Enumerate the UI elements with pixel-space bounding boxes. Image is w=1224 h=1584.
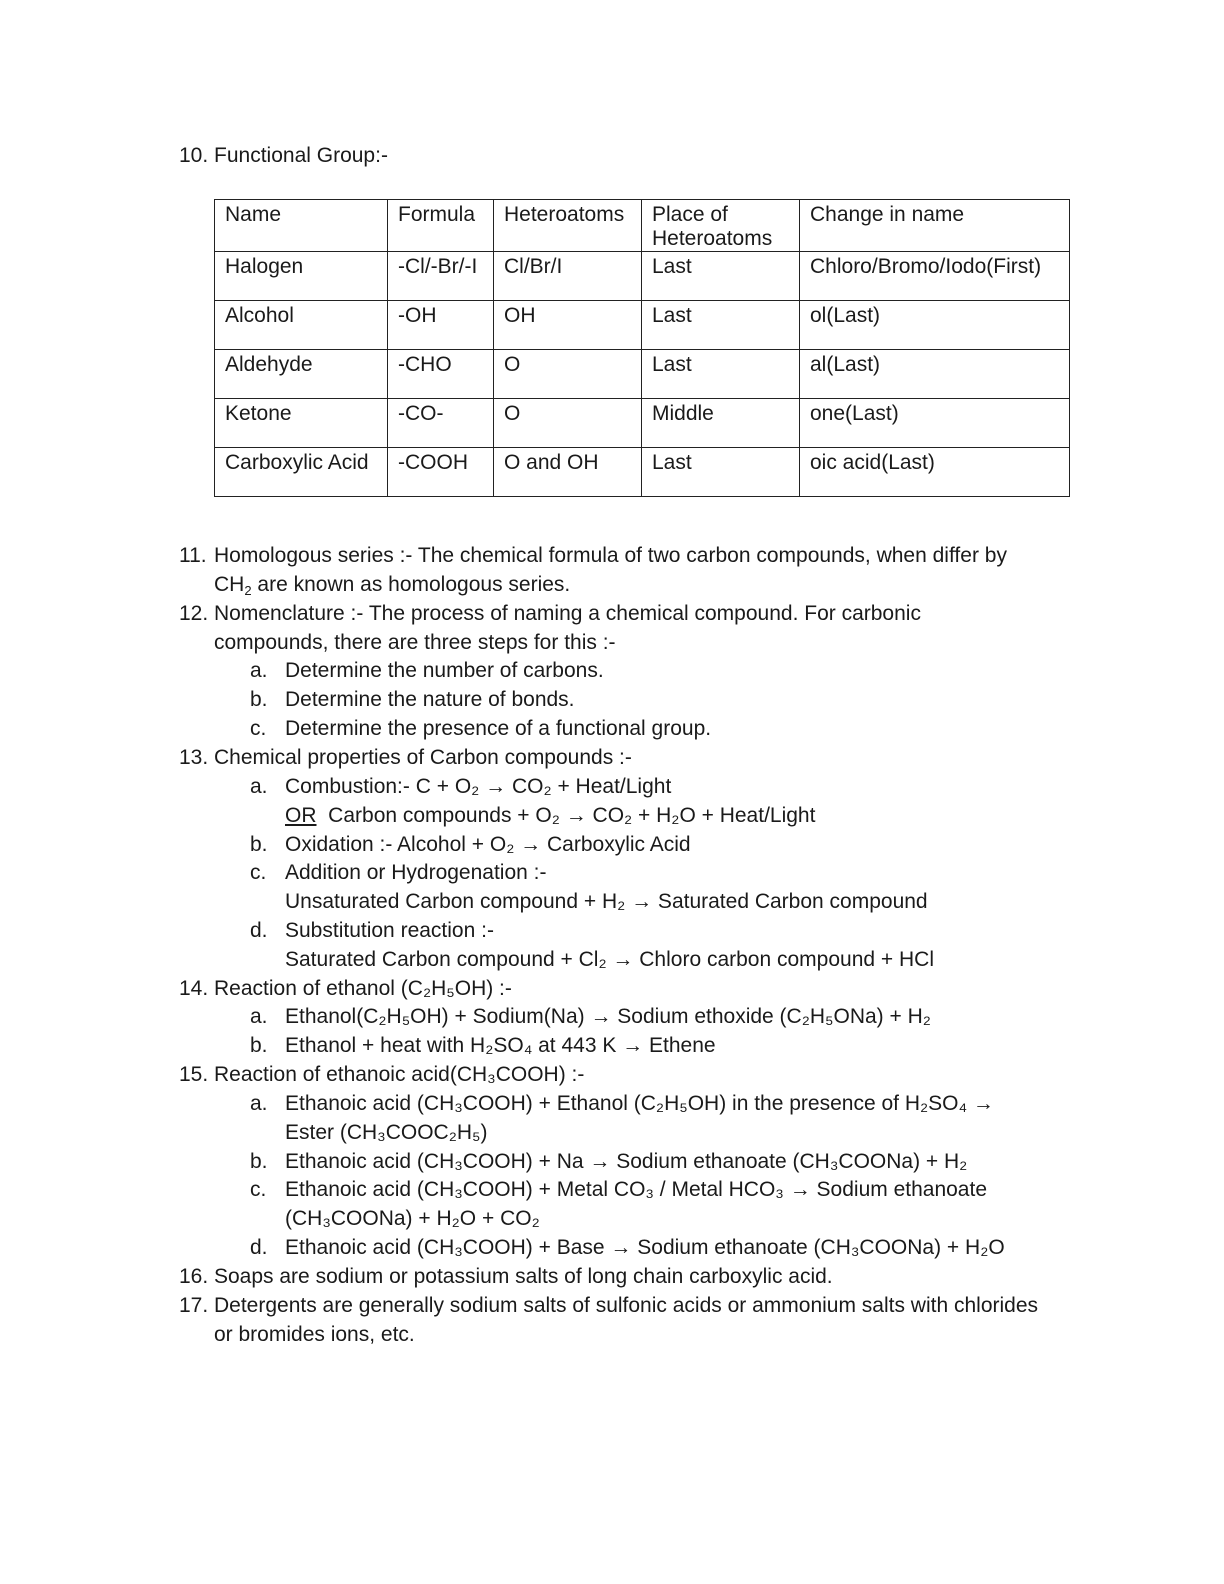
item-12b-label: b. <box>250 688 268 711</box>
subscript: 2 <box>244 583 252 598</box>
cell-place: Last <box>642 350 800 399</box>
cell-heteroatoms: Cl/Br/I <box>494 252 642 301</box>
item-11-number: 11. <box>179 544 207 567</box>
item-16-text: Soaps are sodium or potassium salts of long chain carboxylic acid. <box>214 1265 833 1288</box>
table-row <box>215 350 1070 399</box>
item-17-text-cont: or bromides ions, etc. <box>214 1323 415 1346</box>
item-13a-label: a. <box>250 775 268 798</box>
cell-name: Halogen <box>215 252 388 301</box>
item-17-text: Detergents are generally sodium salts of sulfonic acids or ammonium salts with chlorides <box>214 1294 1039 1317</box>
item-11-text: Homologous series :- The chemical formula of two carbon compounds, when differ by <box>214 544 1007 567</box>
cell-name: Alcohol <box>215 301 388 350</box>
cell-name: Aldehyde <box>215 350 388 399</box>
item-15c-text: Ethanoic acid (CH₃COOH) + Metal CO₃ / Metal HCO₃ → Sodium ethanoate <box>285 1178 987 1201</box>
item-15b-label: b. <box>250 1150 268 1173</box>
cell-change: oic acid(Last) <box>800 448 1070 497</box>
item-15a-label: a. <box>250 1092 268 1115</box>
header-heteroatoms: Heteroatoms <box>494 200 642 252</box>
item-13-number: 13. <box>179 746 209 769</box>
item-15c-text2: (CH₃COONa) + H₂O + CO₂ <box>285 1207 540 1230</box>
item-14b-text: Ethanol + heat with H₂SO₄ at 443 K → Ethene <box>285 1034 716 1057</box>
item-13c-label: c. <box>250 861 267 884</box>
header-change: Change in name <box>800 200 1070 252</box>
item-15-number: 15. <box>179 1063 209 1086</box>
item-12a-text: Determine the number of carbons. <box>285 659 604 682</box>
item-13a-or-line <box>285 801 815 830</box>
item-12-text: Nomenclature :- The process of naming a chemical compound. For carbonic <box>214 602 921 625</box>
cell-name: Ketone <box>215 399 388 448</box>
item-13a-text: Combustion:- C + O₂ → CO₂ + Heat/Light <box>285 775 672 798</box>
item-13d-text2: Saturated Carbon compound + Cl₂ → Chloro carbon compound + HCl <box>285 948 935 971</box>
table-row <box>215 301 1070 350</box>
item-17-number: 17. <box>179 1294 209 1317</box>
item-15b-text: Ethanoic acid (CH₃COOH) + Na → Sodium ethanoate (CH₃COONa) + H₂ <box>285 1150 968 1173</box>
cell-change: al(Last) <box>800 350 1070 399</box>
cell-formula: -CHO <box>388 350 494 399</box>
or-label: OR <box>285 804 317 827</box>
item-13b-text: Oxidation :- Alcohol + O₂ → Carboxylic Acid <box>285 833 691 856</box>
header-place <box>642 200 800 252</box>
item-14b-label: b. <box>250 1034 268 1057</box>
cell-heteroatoms: O and OH <box>494 448 642 497</box>
table-row <box>215 399 1070 448</box>
item-14a-text: Ethanol(C₂H₅OH) + Sodium(Na) → Sodium ethoxide (C₂H₅ONa) + H₂ <box>285 1005 931 1028</box>
header-place-text: Place of Heteroatoms <box>652 203 773 250</box>
header-formula: Formula <box>388 200 494 252</box>
item-14a-label: a. <box>250 1005 268 1028</box>
item-13d-label: d. <box>250 919 268 942</box>
item-13b-label: b. <box>250 833 268 856</box>
cell-place: Last <box>642 448 800 497</box>
item-11-rest: are known as homologous series. <box>251 573 571 596</box>
cell-place: Last <box>642 301 800 350</box>
item-12c-text: Determine the presence of a functional group. <box>285 717 712 740</box>
item-13d-text: Substitution reaction :- <box>285 919 494 942</box>
table-header-row <box>215 200 1070 252</box>
cell-change: ol(Last) <box>800 301 1070 350</box>
cell-formula: -CO- <box>388 399 494 448</box>
item-12-number: 12. <box>179 602 209 625</box>
item-13c-text: Addition or Hydrogenation :- <box>285 861 547 884</box>
item-13a-text2: Carbon compounds + O₂ → CO₂ + H₂O + Heat/Light <box>328 804 816 827</box>
cell-change: Chloro/Bromo/Iodo(First) <box>800 252 1070 301</box>
header-name: Name <box>215 200 388 252</box>
table-row <box>215 448 1070 497</box>
item-13c-text2: Unsaturated Carbon compound + H₂ → Saturated Carbon compound <box>285 890 928 913</box>
cell-heteroatoms: OH <box>494 301 642 350</box>
item-15a-text: Ethanoic acid (CH₃COOH) + Ethanol (C₂H₅OH) in the presence of H₂SO₄ → <box>285 1092 994 1115</box>
item-12c-label: c. <box>250 717 267 740</box>
cell-heteroatoms: O <box>494 350 642 399</box>
item-13-title: Chemical properties of Carbon compounds :- <box>214 746 632 769</box>
cell-place: Last <box>642 252 800 301</box>
section-10-heading: 10. Functional Group:- <box>179 144 388 167</box>
item-15-title: Reaction of ethanoic acid(CH₃COOH) :- <box>214 1063 585 1086</box>
item-14-number: 14. <box>179 977 209 1000</box>
cell-name: Carboxylic Acid <box>215 448 388 497</box>
cell-formula: -OH <box>388 301 494 350</box>
item-15a-text2: Ester (CH₃COOC₂H₅) <box>285 1121 488 1144</box>
item-16-number: 16. <box>179 1265 209 1288</box>
ch-formula: CH <box>214 573 245 596</box>
functional-group-table <box>214 199 1070 497</box>
item-15d-text: Ethanoic acid (CH₃COOH) + Base → Sodium ethanoate (CH₃COONa) + H₂O <box>285 1236 1005 1259</box>
item-14-title: Reaction of ethanol (C₂H₅OH) :- <box>214 977 512 1000</box>
table-row <box>215 252 1070 301</box>
item-12b-text: Determine the nature of bonds. <box>285 688 575 711</box>
item-12-text-cont: compounds, there are three steps for this :- <box>214 631 616 654</box>
cell-change: one(Last) <box>800 399 1070 448</box>
item-15d-label: d. <box>250 1236 268 1259</box>
cell-formula: -Cl/-Br/-I <box>388 252 494 301</box>
cell-heteroatoms: O <box>494 399 642 448</box>
cell-formula: -COOH <box>388 448 494 497</box>
cell-place: Middle <box>642 399 800 448</box>
item-12a-label: a. <box>250 659 268 682</box>
item-11-text-cont <box>214 570 570 599</box>
item-15c-label: c. <box>250 1178 267 1201</box>
